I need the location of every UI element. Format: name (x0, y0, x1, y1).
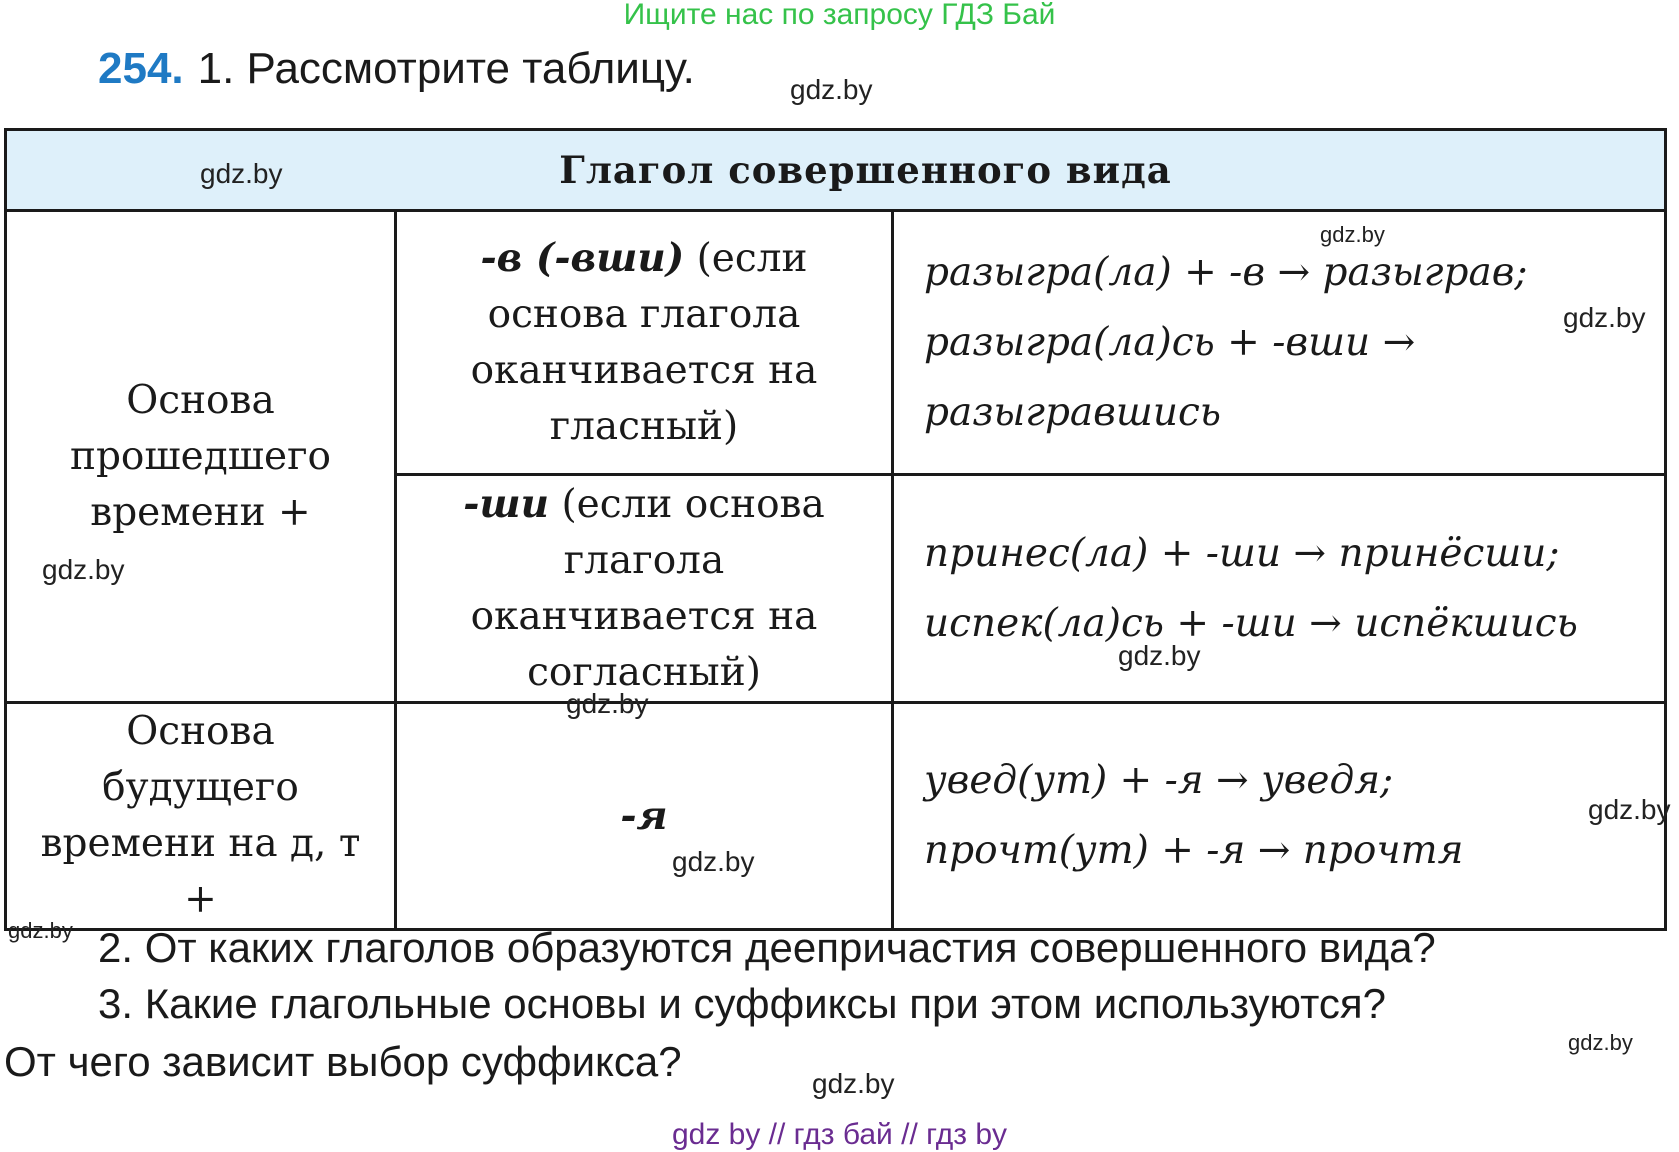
watermark: gdz.by (672, 846, 755, 877)
watermark: gdz.by (812, 1068, 895, 1099)
condition-vowel: (если основа глагола оканчивается на гласный) (470, 236, 818, 449)
example-line: увед(ут) + -я → уведя; (924, 758, 1394, 803)
promo-banner: Ищите нас по запросу ГДЗ Бай (623, 0, 1056, 31)
watermark: gdz.by (1588, 794, 1671, 825)
watermark: gdz.by (1568, 1030, 1633, 1055)
examples-ya-cell (893, 703, 1666, 930)
example-line: разыгра(ла) + -в → разыграв; (924, 249, 1528, 295)
footer-links: gdz by // гдз бай // гдз by (671, 1118, 1008, 1151)
suffix-v-cell (396, 211, 893, 475)
exercise-title (98, 44, 695, 94)
suffix-shi-cell (396, 475, 893, 703)
watermark: gdz.by (1320, 222, 1385, 247)
exercise-number: 254. (98, 44, 184, 93)
watermark: gdz.by (790, 74, 873, 105)
examples-v-cell (893, 211, 1666, 475)
past-base-cell: Основа прошедшего времени + (6, 211, 396, 703)
question-3: 3. Какие глагольные основы и суффиксы при этом используются? (98, 980, 1386, 1027)
future-base-cell: Основа будущего времени на д, т + (6, 703, 396, 930)
verb-table (4, 128, 1667, 931)
example-line: разыгра(ла)сь + -вши → (924, 319, 1416, 365)
examples-shi-cell (893, 475, 1666, 703)
example-line: прочт(ут) + -я → прочтя (924, 828, 1464, 873)
watermark: gdz.by (1118, 640, 1201, 671)
condition-consonant: (если основа глагола оканчивается на согласный) (470, 482, 825, 695)
task-1: 1. Рассмотрите таблицу. (197, 44, 695, 93)
table-header: Глагол совершенного вида (6, 130, 1666, 211)
suffix-ya-cell (396, 703, 893, 930)
example-line: испек(ла)сь + -ши → испёкшись (924, 600, 1578, 646)
question-2: 2. От каких глаголов образуются деепричастия совершенного вида? (98, 924, 1436, 971)
suffix-ya: -я (620, 792, 668, 839)
suffix-shi: -ши (463, 481, 550, 527)
watermark: gdz.by (8, 918, 73, 943)
suffix-v: -в (-вши) (480, 235, 685, 281)
question-3-cont: От чего зависит выбор суффикса? (4, 1038, 682, 1085)
watermark: gdz.by (566, 688, 649, 719)
watermark: gdz.by (200, 158, 283, 189)
example-line: принес(ла) + -ши → принёсши; (924, 530, 1560, 576)
example-line: разыгравшись (924, 389, 1222, 435)
watermark: gdz.by (42, 554, 125, 585)
watermark: gdz.by (1563, 302, 1646, 333)
